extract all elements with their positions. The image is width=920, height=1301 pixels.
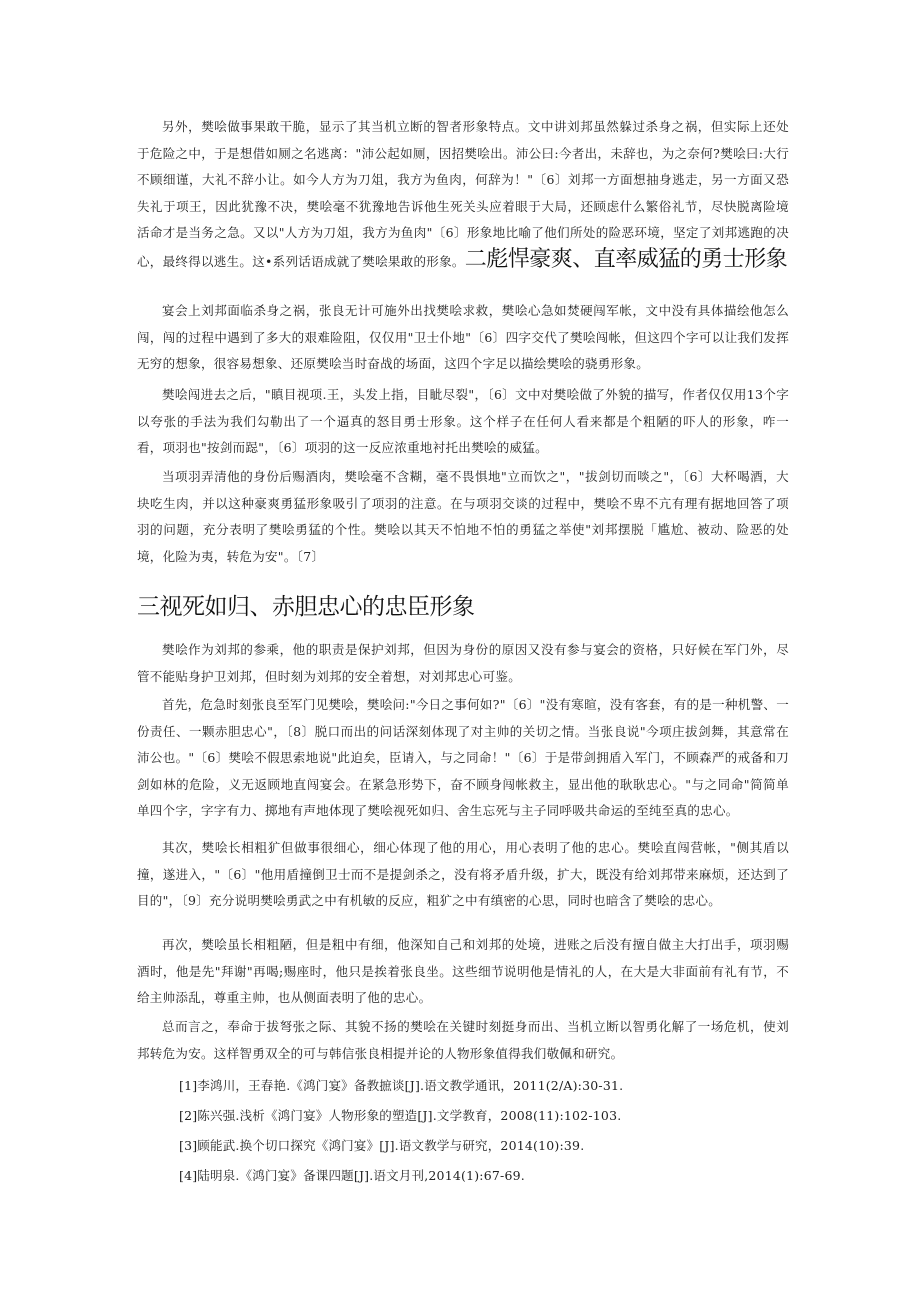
paragraph-appearance: 樊哙闯进去之后，"瞋目视项.王，头发上指，目眦尽裂"，〔6〕文中对樊哙做了外貌的描写，作者仅仅用13个字以夸张的手法为我们勾勒出了一个逼真的怒目勇士形象。这个样子在任何人看来都是个粗陋的吓人的形象，咋一看，项羽也"按剑而跽"，〔6〕项羽的这一反应浓重地衬托出樊哙的威猛。: [137, 387, 789, 456]
paragraph-decisive-image: [137, 114, 789, 276]
paragraph-conclusion: 总而言之，奉命于拔弩张之际、其貌不扬的樊哙在关键时刻挺身而出、当机立断以智勇化解了一场危机，使刘邦转危为安。这样智勇双全的可与韩信张良相提并论的人物形象值得我们敬佩和研究。: [137, 1019, 789, 1061]
paragraph-drinking: 当项羽弄清他的身份后赐酒肉，樊哙毫不含糊，毫不畏惧地"立而饮之"，"拔剑切而啖之"，〔6〕大杯喝酒，大块吃生肉，并以这种豪爽勇猛形象吸引了项羽的注意。在与项羽交谈的过程中，樊哙不卑不亢有理有据地回答了项羽的问题，充分表明了樊哙勇猛的个性。樊哙以其天不怕地不怕的勇猛之举使"刘邦摆脱「尴尬、被动、险恶的处境，化险为夷，转危为安"。〔7〕: [137, 469, 789, 564]
paragraph-first: 首先，危急时刻张良至军门见樊哙，樊哙问:"今日之事何如?"〔6〕"没有寒暄，没有客套，有的是一种机警、一份责任、一颗赤胆忠心"，〔8〕脱口而出的问话深刻体现了对主帅的关切之情。当张良说"今项庄拔剑舞，其意常在沛公也。"〔6〕樊哙不假思索地说"此迫矣，臣请入，与之同命！"〔6〕于是带剑拥盾入军门，不顾森严的戒备和刀剑如林的危险，义无返顾地直闯宴会。在紧急形势下，奋不顾身闯帐救主，显出他的耿耿忠心。"与之同命"简简单单四个字，字字有力、掷地有声地体现了樊哙视死如归、舍生忘死与主子同呼吸共命运的至纯至真的忠心。: [137, 697, 789, 819]
reference-item: [3]顾能武.换个切口探究《鸿门宴》[J].语文教学与研究，2014(10):39.: [179, 1138, 585, 1153]
paragraph-third: 再次，樊哙虽长相粗陋，但是粗中有细，他深知自己和刘邦的处境，进账之后没有擅自做主大打出手，项羽赐酒时，他是先"拜谢"再喝;赐座时，他只是挨着张良坐。这些细节说明他是情礼的人，在大是大非面前有礼有节，不给主帅添乱，尊重主帅，也从侧面表明了他的忠心。: [137, 937, 789, 1006]
reference-item: [2]陈兴强.浅析《鸿门宴》人物形象的塑造[J].文学教育，2008(11):102-103.: [179, 1108, 622, 1123]
section-heading-warrior: 二彪悍豪爽、直率威猛的勇士形象: [464, 246, 788, 272]
reference-item: [1]李鸿川，王春艳.《鸿门宴》备教摭谈[J].语文教学通讯，2011(2/A):30-31.: [179, 1078, 624, 1093]
paragraph-second: 其次，樊哙长相粗犷但做事很细心，细心体现了他的用心，用心表明了他的忠心。樊哙直闯营帐，"侧其盾以撞，遂进入，"〔6〕"他用盾撞倒卫士而不是提剑杀之，没有将矛盾升级，扩大，既没有给刘邦带来麻烦，还达到了目的"，〔9〕充分说明樊哙勇武之中有机敏的反应，粗犷之中有缜密的心思，同时也暗含了樊哙的忠心。: [137, 840, 789, 909]
paragraph-loyalty-intro: 樊哙作为刘邦的参乘，他的职责是保护刘邦，但因为身份的原因又没有参与宴会的资格，只好候在军门外，尽管不能贴身护卫刘邦，但时刻为刘邦的安全着想，对刘邦忠心可鉴。: [137, 642, 789, 684]
paragraph-text: 另外，樊哙做事果敢干脆，显示了其当机立断的智者形象特点。文中讲刘邦虽然躲过杀身之祸，但实际上还处于危险之中，于是想借如厕之名逃离："沛公起如厕，因招樊哙出。沛公曰:今者出，未辞也，为之奈何?樊哙曰:大行不顾细谨，大礼不辞小让。如今人方为刀俎，我方为鱼肉，何辞为！"〔6〕刘邦一方面想抽身逃走，另一方面又恐失礼于项王，因此犹豫不决，樊哙毫不犹豫地告诉他生死关头应着眼于大局，还顾虑什么繁俗礼节，尽快脱离险境活命才是当务之急。又以"人方为刀俎，我方为鱼肉"〔6〕形象地比喻了他们所处的险恶环境，坚定了刘邦逃跑的决心，最终得以逃生。这•系列话语成就了樊哙果敢的形象。: [137, 119, 789, 269]
section-heading-loyal: 三视死如归、赤胆忠心的忠臣形象: [137, 594, 475, 620]
reference-item: [4]陆明泉.《鸿门宴》备课四题[J].语文月刊,2014(1):67-69.: [179, 1168, 525, 1183]
paragraph-breaking-in: 宴会上刘邦面临杀身之祸，张良无计可施外出找樊哙求救，樊哙心急如焚硬闯军帐，文中没有具体描绘他怎么闯，闯的过程中遇到了多大的艰难险阻，仅仅用"卫士仆地"〔6〕四字交代了樊哙闯帐，但这四个字可以让我们发挥无穷的想象，很容易想象、还原樊哙当时奋战的场面，这四个字足以描绘樊哙的骁勇形象。: [137, 303, 789, 372]
